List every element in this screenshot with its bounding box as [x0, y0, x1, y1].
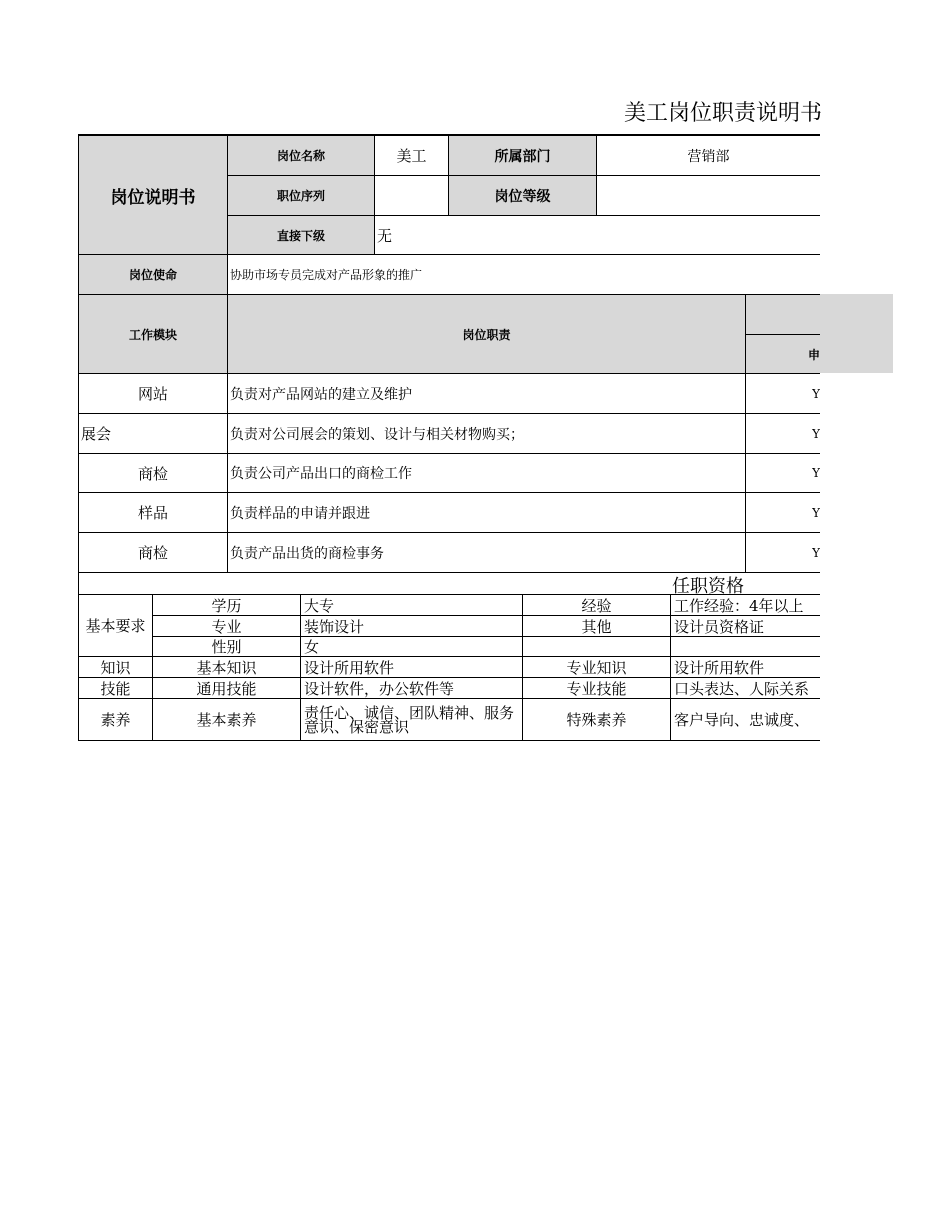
duty-module-5: 商检	[79, 533, 228, 573]
basic-quality-value: 责任心、诚信、团队精神、服务意识、保密意识	[301, 699, 523, 741]
other-value: 设计员资格证	[671, 616, 820, 637]
subordinate-value: 无	[375, 216, 820, 255]
pro-knowledge-value: 设计所用软件	[671, 657, 820, 678]
gender-value: 女	[301, 637, 523, 657]
empty-cell-b	[671, 637, 820, 657]
duty-mark-2: Y	[746, 414, 820, 454]
general-skill-label: 通用技能	[153, 678, 301, 699]
quality-label: 素养	[79, 699, 153, 741]
page-title: 美工岗位职责说明书	[623, 101, 822, 126]
basic-knowledge-value: 设计所用软件	[301, 657, 523, 678]
knowledge-label: 知识	[79, 657, 153, 678]
duty-module-3: 商检	[79, 454, 228, 493]
duty-text-4: 负责样品的申请并跟进	[228, 493, 746, 533]
duty-text-2: 负责对公司展会的策划、设计与相关材物购买；	[228, 414, 746, 454]
basic-quality-label: 基本素养	[153, 699, 301, 741]
extra-header-bottom: 申	[746, 335, 820, 374]
major-label: 专业	[153, 616, 301, 637]
sequence-value	[375, 176, 449, 216]
gray-side-block	[820, 294, 893, 373]
duty-module-2: 展会	[79, 414, 228, 454]
module-header: 工作模块	[79, 295, 228, 374]
empty-cell-a	[523, 637, 671, 657]
qualifications-heading: 任职资格	[672, 576, 744, 597]
skill-label: 技能	[79, 678, 153, 699]
duty-module-4: 样品	[79, 493, 228, 533]
job-description-label: 岗位说明书	[79, 136, 228, 255]
major-value: 装饰设计	[301, 616, 523, 637]
post-name-label: 岗位名称	[228, 136, 375, 176]
general-skill-value: 设计软件，办公软件等	[301, 678, 523, 699]
duty-header: 岗位职责	[228, 295, 746, 374]
duty-mark-3: Y	[746, 454, 820, 493]
duty-mark-5: Y	[746, 533, 820, 573]
education-value: 大专	[301, 595, 523, 616]
mission-value: 协助市场专员完成对产品形象的推广	[228, 255, 820, 295]
experience-label: 经验	[523, 595, 671, 616]
duty-mark-1: Y	[746, 374, 820, 414]
dept-label: 所属部门	[449, 136, 597, 176]
pro-skill-value: 口头表达、人际关系	[671, 678, 820, 699]
education-label: 学历	[153, 595, 301, 616]
special-quality-value: 客户导向、忠诚度、	[671, 699, 820, 741]
basic-knowledge-label: 基本知识	[153, 657, 301, 678]
experience-value: 工作经验：4年以上	[671, 595, 820, 616]
mission-label: 岗位使命	[79, 255, 228, 295]
dept-value: 营销部	[597, 136, 820, 176]
basic-requirements-label: 基本要求	[79, 595, 153, 657]
other-label: 其他	[523, 616, 671, 637]
duty-mark-4: Y	[746, 493, 820, 533]
special-quality-label: 特殊素养	[523, 699, 671, 741]
pro-knowledge-label: 专业知识	[523, 657, 671, 678]
sequence-label: 职位序列	[228, 176, 375, 216]
subordinate-label: 直接下级	[228, 216, 375, 255]
pro-skill-label: 专业技能	[523, 678, 671, 699]
duty-text-1: 负责对产品网站的建立及维护	[228, 374, 746, 414]
duty-module-1: 网站	[79, 374, 228, 414]
duty-text-3: 负责公司产品出口的商检工作	[228, 454, 746, 493]
grade-label: 岗位等级	[449, 176, 597, 216]
grade-value	[597, 176, 820, 216]
extra-header-top	[746, 295, 820, 335]
gender-label: 性别	[153, 637, 301, 657]
post-name-value: 美工	[375, 136, 449, 176]
duty-text-5: 负责产品出货的商检事务	[228, 533, 746, 573]
